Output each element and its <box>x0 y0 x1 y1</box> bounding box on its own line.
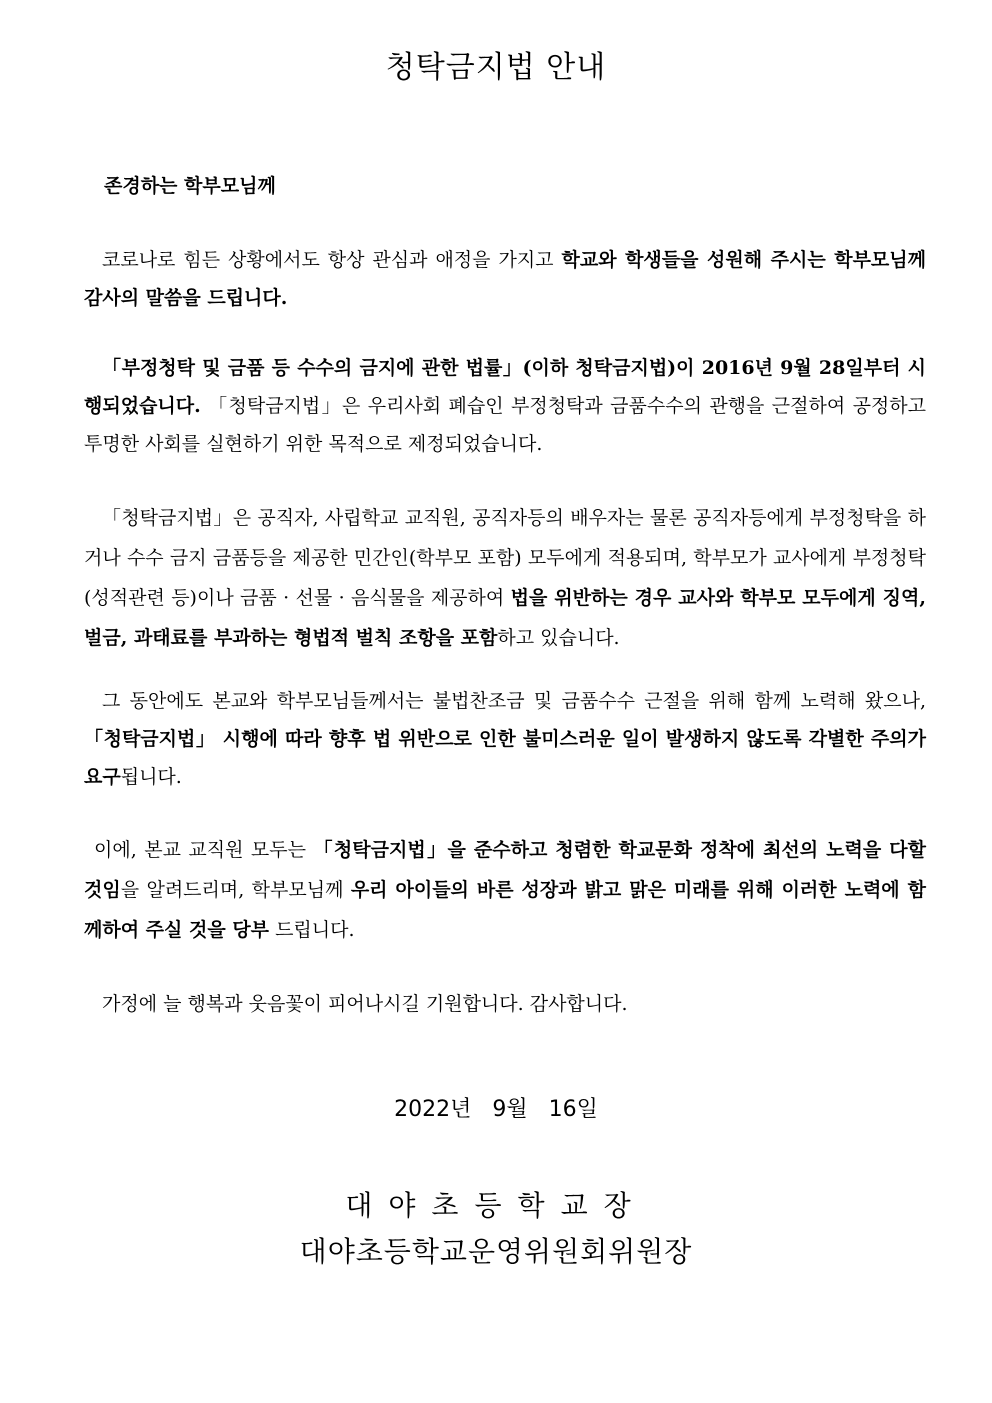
paragraph-commitment-text2: 을 알려드리며, 학부모님께 <box>120 879 351 901</box>
signature-principal: 대야초등학교장 <box>345 1189 647 1222</box>
paragraph-caution-text: 그 동안에도 본교와 학부모님들께서는 불법찬조금 및 금품수수 근절을 위해 함께 노력해 왔으나, <box>102 690 926 712</box>
paragraph-caution-tail: 됩니다. <box>120 766 182 788</box>
document-title: 청탁금지법 안내 <box>385 50 607 85</box>
paragraph-commitment-bold1: 「청탁금지법」을 준수하고 청렴한 학교문화 정착에 최선의 노력을 다할 것임 <box>84 839 926 901</box>
paragraph-law-scope-tail: 하고 있습니다. <box>497 627 620 649</box>
signature-committee-chair: 대야초등학교운영위원회위원장 <box>299 1235 693 1268</box>
paragraph-commitment-text1: 이에, 본교 교직원 모두는 <box>94 839 314 861</box>
paragraph-law-scope-bold: 법을 위반하는 경우 교사와 학부모 모두에게 징역, 벌금, 과태료를 부과하는 형법적 벌칙 조항을 포함 <box>84 587 926 649</box>
paragraph-commitment <box>84 830 926 950</box>
paragraph-caution <box>84 682 926 796</box>
paragraph-law-scope <box>84 498 926 658</box>
paragraph-law-intro-text: 「청탁금지법」은 우리사회 폐습인 부정청탁과 금품수수의 관행을 근절하여 공정하고 투명한 사회를 실현하기 위한 목적으로 제정되었습니다. <box>84 395 926 455</box>
paragraph-caution-bold: 「청탁금지법」 시행에 따라 향후 법 위반으로 인한 불미스러운 일이 발생하지 않도록 각별한 주의가 요구 <box>84 728 926 788</box>
paragraph-law-intro-bold: 「부정청탁 및 금품 등 수수의 금지에 관한 법률」(이하 청탁금지법)이 2016년 9월 28일부터 시행되었습니다. <box>84 357 926 417</box>
paragraph-closing: 가정에 늘 행복과 웃음꽃이 피어나시길 기원합니다. 감사합니다. <box>102 993 628 1015</box>
greeting: 존경하는 학부모님께 <box>104 175 276 197</box>
document-date: 2022년 9월 16일 <box>394 1097 598 1122</box>
paragraph-gratitude-text: 코로나로 힘든 상황에서도 항상 관심과 애정을 가지고 <box>102 249 562 271</box>
paragraph-commitment-bold2: 우리 아이들의 바른 성장과 밝고 맑은 미래를 위해 이러한 노력에 함께하여 주실 것을 당부 <box>84 879 926 941</box>
paragraph-law-intro <box>84 349 926 463</box>
paragraph-gratitude <box>84 241 926 317</box>
paragraph-gratitude-bold: 학교와 학생들을 성원해 주시는 학부모님께 감사의 말씀을 드립니다. <box>84 249 926 309</box>
paragraph-law-scope-text: 「청탁금지법」은 공직자, 사립학교 교직원, 공직자등의 배우자는 물론 공직자등에게 부정청탁을 하거나 수수 금지 금품등을 제공한 민간인(학부모 포함) 모두에게 적용되며, 학부모가 교사에게 부정청탁(성적관련 등)이나 금품 · 선물 · 음식물을 제공하여 <box>84 507 926 609</box>
paragraph-commitment-tail: 드립니다. <box>269 919 355 941</box>
